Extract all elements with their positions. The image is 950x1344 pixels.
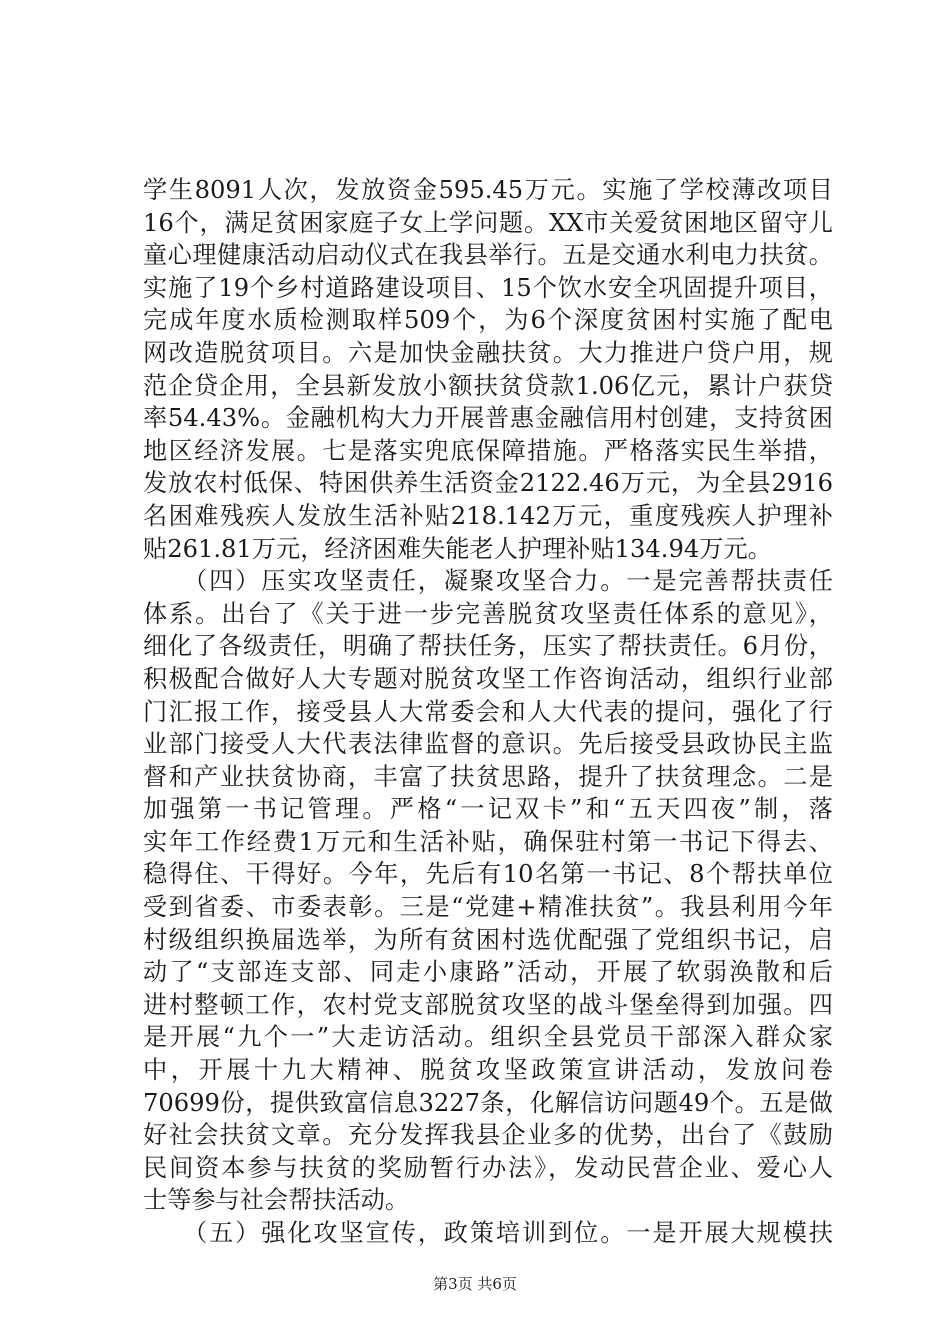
text-line: 民间资本参与扶贫的奖励暂行办法》，发动民营企业、爱心人 bbox=[143, 1153, 833, 1182]
text-line: 士等参与社会帮扶活动。 bbox=[143, 1186, 410, 1215]
text-line: 细化了各级责任，明确了帮扶任务，压实了帮扶责任。6月份， bbox=[143, 632, 833, 661]
text-line: 70699份，提供致富信息3227条，化解信访问题49个。五是做 bbox=[143, 1088, 833, 1117]
text-line: 实年工作经费1万元和生活补贴，确保驻村第一书记下得去、 bbox=[143, 827, 833, 856]
text-line: 中，开展十九大精神、脱贫攻坚政策宣讲活动，发放问卷 bbox=[143, 1056, 833, 1085]
text-line: 体系。出台了《关于进一步完善脱贫攻坚责任体系的意见》， bbox=[143, 599, 833, 628]
text-line: 率54.43%。金融机构大力开展普惠金融信用村创建，支持贫困 bbox=[143, 404, 833, 433]
text-line: 童心理健康活动启动仪式在我县举行。五是交通水利电力扶贫。 bbox=[143, 241, 833, 270]
text-line: 进村整顿工作，农村党支部脱贫攻坚的战斗堡垒得到加强。四 bbox=[143, 990, 833, 1019]
text-line: 贴261.81万元，经济困难失能老人护理补贴134.94万元。 bbox=[143, 534, 772, 563]
text-line: 好社会扶贫文章。充分发挥我县企业多的优势，出台了《鼓励 bbox=[143, 1121, 833, 1150]
text-line: 实施了19个乡村道路建设项目、15个饮水安全巩固提升项目， bbox=[143, 273, 833, 302]
text-line: 发放农村低保、特困供养生活资金2122.46万元，为全县2916 bbox=[143, 469, 833, 498]
text-line: 村级组织换届选举，为所有贫困村选优配强了党组织书记，启 bbox=[143, 925, 833, 954]
body-text bbox=[143, 174, 833, 1250]
text-line: 16个，满足贫困家庭子女上学问题。XX市关爱贫困地区留守儿 bbox=[143, 208, 833, 237]
text-line: 名困难残疾人发放生活补贴218.142万元，重度残疾人护理补 bbox=[143, 501, 833, 530]
text-line: 动了“支部连支部、同走小康路”活动，开展了软弱涣散和后 bbox=[143, 958, 833, 987]
text-line: 完成年度水质检测取样509个，为6个深度贫困村实施了配电 bbox=[143, 306, 833, 335]
text-line: 业部门接受人大代表法律监督的意识。先后接受县政协民主监 bbox=[143, 730, 833, 759]
text-line: 是开展“九个一”大走访活动。组织全县党员干部深入群众家 bbox=[143, 1023, 833, 1052]
text-line: 学生8091人次，发放资金595.45万元。实施了学校薄改项目 bbox=[143, 176, 833, 204]
text-line: （五）强化攻坚宣传，政策培训到位。一是开展大规模扶 bbox=[143, 1219, 833, 1247]
text-line: 门汇报工作，接受县人大常委会和人大代表的提问，强化了行 bbox=[143, 697, 833, 726]
text-line: 受到省委、市委表彰。三是“党建+精准扶贫”。我县利用今年 bbox=[143, 893, 833, 922]
text-line: 稳得住、干得好。今年，先后有10名第一书记、8个帮扶单位 bbox=[143, 860, 833, 889]
text-line: （四）压实攻坚责任，凝聚攻坚合力。一是完善帮扶责任 bbox=[143, 567, 833, 596]
text-line: 范企贷企用，全县新发放小额扶贫贷款1.06亿元，累计户获贷 bbox=[143, 371, 833, 400]
text-line: 网改造脱贫项目。六是加快金融扶贫。大力推进户贷户用，规 bbox=[143, 338, 833, 367]
text-line: 加强第一书记管理。严格“一记双卡”和“五天四夜”制，落 bbox=[143, 795, 833, 824]
text-line: 积极配合做好人大专题对脱贫攻坚工作咨询活动，组织行业部 bbox=[143, 664, 833, 693]
text-line: 地区经济发展。七是落实兜底保障措施。严格落实民生举措， bbox=[143, 436, 833, 465]
page-footer: 第3页 共6页 bbox=[433, 1275, 517, 1293]
text-line: 督和产业扶贫协商，丰富了扶贫思路，提升了扶贫理念。二是 bbox=[143, 762, 833, 791]
